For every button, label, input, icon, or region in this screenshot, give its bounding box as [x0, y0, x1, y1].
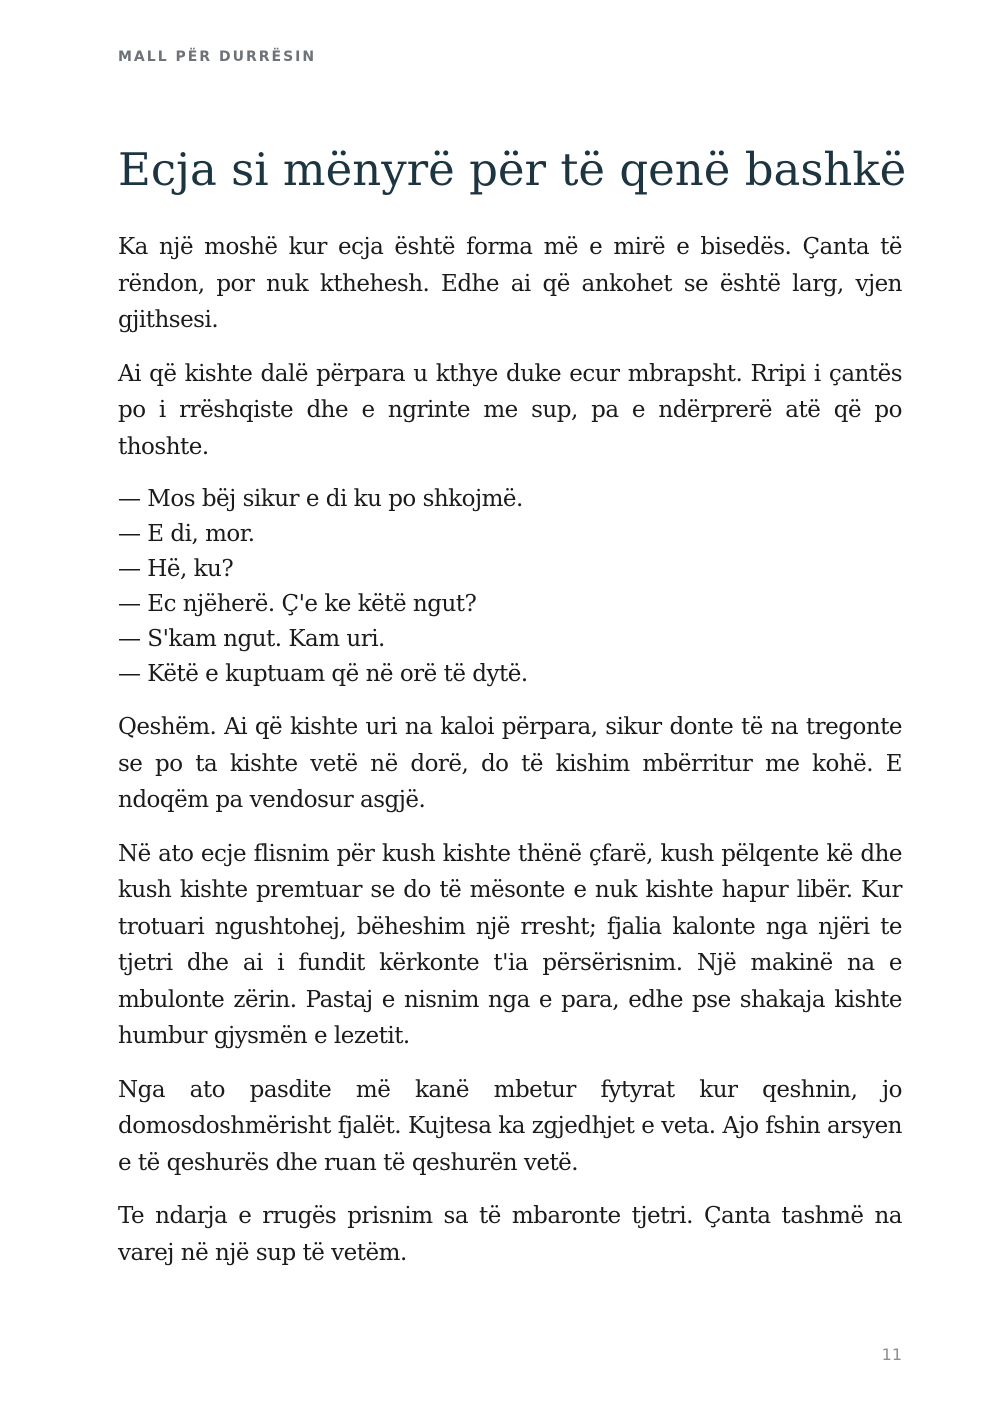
dialogue-line: — Mos bëj sikur e di ku po shkojmë. [118, 486, 523, 512]
running-head: MALL PËR DURRËSIN [118, 49, 317, 65]
chapter-title: Ecja si mënyrë për të qenë bashkë [118, 143, 907, 196]
dialogue-line: — E di, mor. [118, 521, 255, 547]
chapter-body [118, 229, 902, 1288]
paragraph-5: Nga ato pasdite më kanë mbetur fytyrat kur qeshnin, jo domosdoshmërisht fjalët. Kujtesa ka zgjedhjet e veta. Ajo fshin arsyen e të qeshurës dhe ruan të qeshurën vetë. [118, 1076, 902, 1176]
dialogue-block [118, 482, 902, 692]
dialogue-line: — S'kam ngut. Kam uri. [118, 626, 385, 652]
paragraph-6: Te ndarja e rrugës prisnim sa të mbaronte tjetri. Çanta tashmë na varej në një sup të vetëm. [118, 1203, 902, 1266]
paragraph-1: Ka një moshë kur ecja është forma më e mirë e bisedës. Çanta të rëndon, por nuk kthehesh. Edhe ai që ankohet se është larg, vjen gjithsesi. [118, 234, 902, 333]
page-number: 11 [881, 1345, 902, 1364]
dialogue-line: — Këtë e kuptuam që në orë të dytë. [118, 661, 528, 687]
paragraph-2: Ai që kishte dalë përpara u kthye duke ecur mbrapsht. Rripi i çantës po i rrëshqiste dhe e ngrinte me sup, pa e ndërprerë atë që po thoshte. [118, 360, 902, 460]
paragraph-4: Në ato ecje flisnim për kush kishte thënë çfarë, kush pëlqente kë dhe kush kishte premtuar se do të mësonte e nuk kishte hapur libër. Kur trotuari ngushtohej, bëheshim një rresht; fjalia kalonte nga njëri te tjetri dhe ai i fundit kërkonte t'ia përsërisnim. Një makinë na e mbulonte zërin. Pastaj e nisnim nga e para, edhe pse shakaja kishte humbur gjysmën e lezetit. [118, 840, 902, 1049]
dialogue-line: — Ec njëherë. Ç'e ke këtë ngut? [118, 591, 477, 617]
dialogue-line: — Hë, ku? [118, 556, 234, 582]
paragraph-3: Qeshëm. Ai që kishte uri na kaloi përpara, sikur donte të na tregonte se po ta kishte vetë në dorë, do të kishim mbërritur me kohë. E ndoqëm pa vendosur asgjë. [118, 714, 902, 813]
